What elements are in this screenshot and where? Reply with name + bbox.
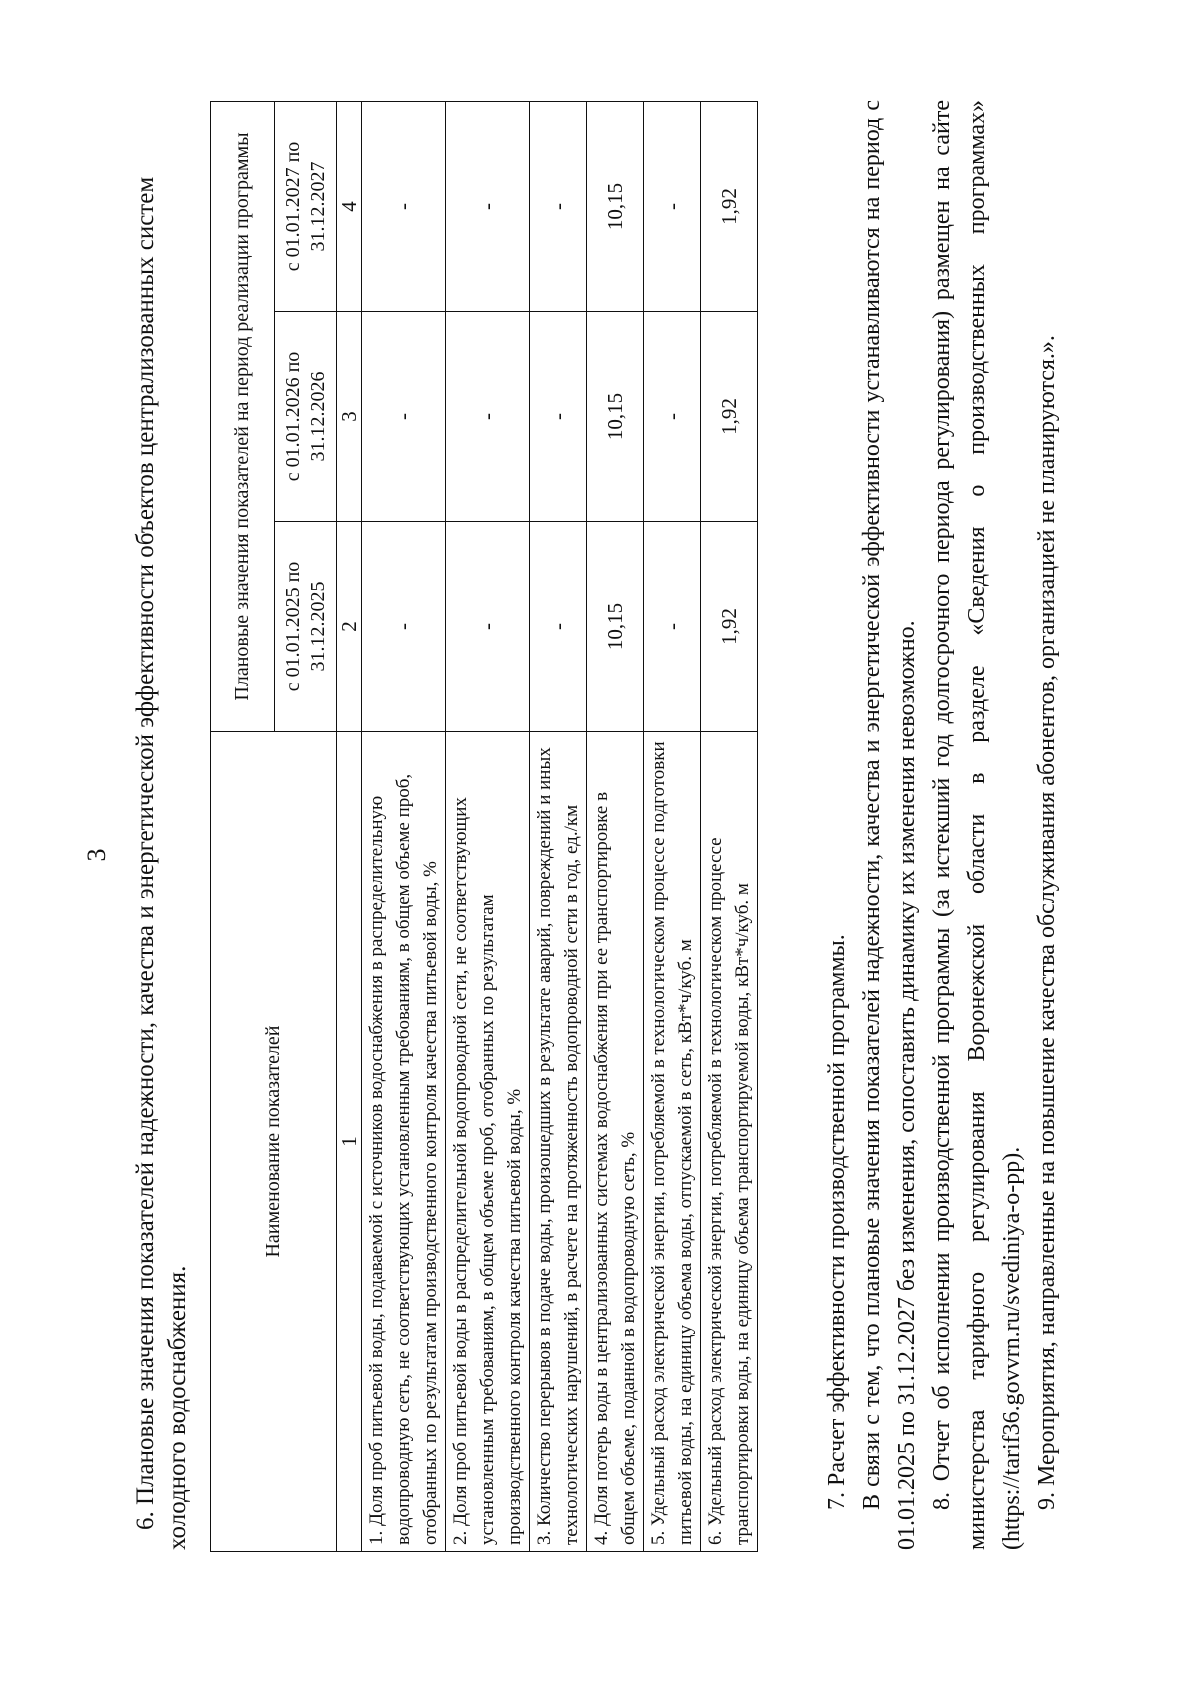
value-2026: 10,15	[587, 312, 644, 522]
value-2027: -	[446, 102, 530, 312]
value-2026: 1,92	[701, 312, 758, 522]
paragraph-efficiency-calc: 7. Расчет эффективности производственной программы.	[824, 934, 850, 1510]
value-2026: -	[362, 312, 446, 522]
table-row	[446, 102, 530, 1552]
table-row	[587, 102, 644, 1552]
header-period-2025: с 01.01.2025 по 31.12.2025	[275, 522, 337, 732]
indicator-name: 5. Удельный расход электрической энергии, потребляемой в технологическом процессе подготовки питьевой воды, на единицу объема воды, отпускаемой в сеть, кВт*ч/куб. м	[644, 732, 701, 1552]
column-number: 4	[337, 102, 362, 312]
value-2025: -	[530, 522, 587, 732]
indicator-name: 6. Удельный расход электрической энергии, потребляемой в технологическом процессе транспортировки воды, на единицу объема транспортируемой воды, кВт*ч/куб. м	[701, 732, 758, 1552]
header-plan-group: Плановые значения показателей на период реализации программы	[211, 102, 275, 732]
table-row	[530, 102, 587, 1552]
column-number-row	[337, 102, 362, 1552]
value-2026: -	[644, 312, 701, 522]
table-row	[701, 102, 758, 1552]
indicator-name: 2. Доля проб питьевой воды в распределительной водопроводной сети, не соответствующих установленным требованиям, в общем объеме проб, отобранных по результатам производственного контроля качества питьевой воды, %	[446, 732, 530, 1552]
indicators-table	[210, 101, 758, 1552]
value-2027: 1,92	[701, 102, 758, 312]
indicator-name: 4. Доля потерь воды в централизованных системах водоснабжения при ее транспортировке в общем объеме, поданной в водопроводную сеть, %	[587, 732, 644, 1552]
value-2027: 10,15	[587, 102, 644, 312]
value-2027: -	[644, 102, 701, 312]
body-text	[820, 100, 1065, 1550]
value-2025: 10,15	[587, 522, 644, 732]
section-heading: 6. Плановые значения показателей надежности, качества и энергетической эффективности объектов централизованных систем холодного водоснабжения.	[132, 176, 191, 1550]
paragraph-measures: 9. Мероприятия, направленные на повышение качества обслуживания абонентов, организацией не планируются.».	[1034, 335, 1060, 1510]
value-2026: -	[446, 312, 530, 522]
value-2025: -	[362, 522, 446, 732]
header-period-2027: с 01.01.2027 по 31.12.2027	[275, 102, 337, 312]
table-row	[644, 102, 701, 1552]
value-2025: -	[644, 522, 701, 732]
value-2027: -	[362, 102, 446, 312]
value-2025: -	[446, 522, 530, 732]
header-period-2026: с 01.01.2026 по 31.12.2026	[275, 312, 337, 522]
indicator-name: 1. Доля проб питьевой воды, подаваемой с источников водоснабжения в распределительную водопроводную сеть, не соответствующих установленным требованиям, в общем объеме проб, отобранных по результатам производственного контроля качества питьевой воды, %	[362, 732, 446, 1552]
value-2026: -	[530, 312, 587, 522]
paragraph-dynamics: В связи с тем, что плановые значения показателей надежности, качества и энергетической эффективности устанавливаются на период с 01.01.2025 по 31.12.2027 без изменения, сопоставить динамику их изменения невозможно.	[859, 100, 920, 1550]
column-number: 2	[337, 522, 362, 732]
indicator-name: 3. Количество перерывов в подаче воды, произошедших в результате аварий, повреждений и иных технологических нарушений, в расчете на протяженность водопроводной сети в год, ед./км	[530, 732, 587, 1552]
page-number: 3	[82, 848, 111, 862]
paragraph-report: 8. Отчет об исполнении производственной программы (за истекший год долгосрочного периода регулирования) размещен на сайте министерства тарифного регулирования Воронежской области в разделе «Сведения о производственных программах» (https://tarif36.govvrn.ru/svediniya-o-pp).	[929, 100, 1025, 1550]
value-2025: 1,92	[701, 522, 758, 732]
column-number: 1	[337, 732, 362, 1552]
value-2027: -	[530, 102, 587, 312]
table-row	[362, 102, 446, 1552]
table-header-row	[211, 102, 275, 1552]
column-number: 3	[337, 312, 362, 522]
header-name-column: Наименование показателей	[211, 732, 337, 1552]
